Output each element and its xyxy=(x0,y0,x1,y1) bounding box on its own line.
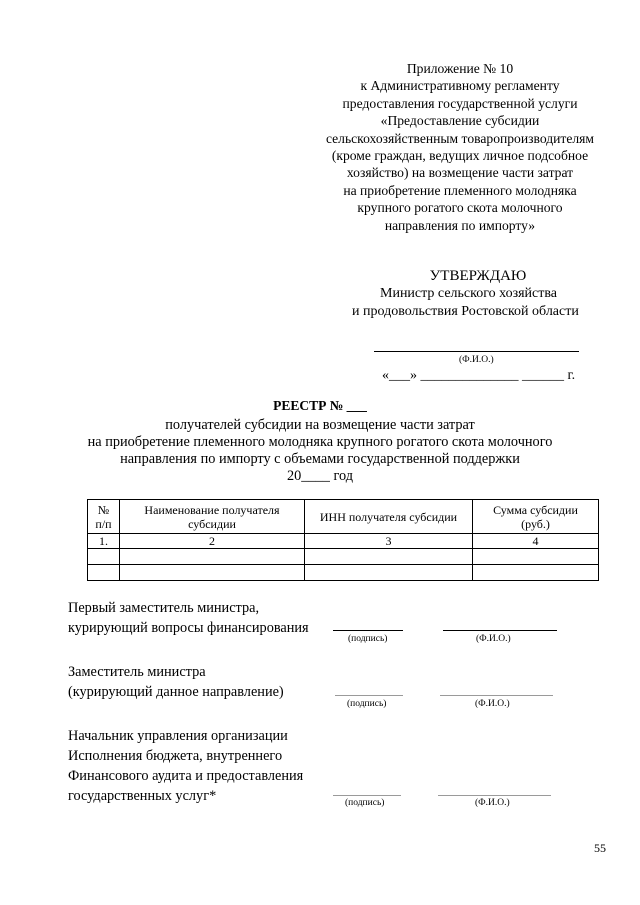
approval-title: УТВЕРЖДАЮ xyxy=(429,268,527,284)
signature-role-line: (курирующий данное направление) xyxy=(68,684,284,700)
appendix-line: направления по импорту» xyxy=(384,217,536,233)
fio-line xyxy=(440,695,553,696)
signature-block-deputy xyxy=(68,662,284,702)
signature-role-line: курирующий вопросы финансирования xyxy=(68,620,309,636)
header-inn xyxy=(305,500,473,534)
appendix-line: сельскохозяйственным товаропроизводителям xyxy=(325,130,595,146)
approval-date-line: «___» ______________ ______ г. xyxy=(382,368,576,383)
table-cell: 4 xyxy=(473,534,599,549)
registry-line4: 20____ год xyxy=(287,468,353,484)
table-cell xyxy=(305,565,473,581)
header-number-line1: № xyxy=(97,502,110,517)
appendix-line: предоставления государственной услуги xyxy=(342,95,578,111)
signature-role-line: Первый заместитель министра, xyxy=(68,600,260,616)
table-cell: 3 xyxy=(305,534,473,549)
signature-role-line: Исполнения бюджета, внутреннего xyxy=(68,748,283,764)
registry-title: РЕЕСТР № ___ xyxy=(273,398,367,413)
registry-line3: направления по импорту с объемами государственной поддержки xyxy=(120,451,520,467)
fio-caption: (Ф.И.О.) xyxy=(476,634,511,644)
appendix-line: на приобретение племенного молодняка xyxy=(343,182,577,198)
header-subsidy-amount xyxy=(473,500,599,534)
table-cell xyxy=(88,549,120,565)
signature-block-budget-head xyxy=(68,726,303,806)
signature-caption: (подпись) xyxy=(347,699,387,709)
header-number xyxy=(88,500,120,534)
table-row-numbering xyxy=(88,534,599,549)
appendix-line: «Предоставление субсидии xyxy=(380,113,540,129)
signature-role-line: Финансового аудита и предоставления xyxy=(68,768,304,784)
appendix-line: хозяйство) на возмещение части затрат xyxy=(346,165,574,181)
table-cell xyxy=(88,565,120,581)
table-cell xyxy=(120,549,305,565)
approval-fio-caption: (Ф.И.О.) xyxy=(459,355,494,365)
signature-line xyxy=(333,795,401,796)
registry-table xyxy=(87,499,599,581)
header-recipient-name xyxy=(120,500,305,534)
table-header-row xyxy=(88,500,599,534)
appendix-line: Приложение № 10 xyxy=(406,61,514,76)
fio-line xyxy=(443,630,557,631)
signature-line xyxy=(335,695,403,696)
appendix-line: крупного рогатого скота молочного xyxy=(357,200,563,216)
fio-line xyxy=(438,795,551,796)
signature-role-line: государственных услуг* xyxy=(68,788,217,804)
registry-line2: на приобретение племенного молодняка крупного рогатого скота молочного xyxy=(87,434,553,450)
signature-caption: (подпись) xyxy=(348,634,388,644)
header-amount-line1: Сумма субсидии xyxy=(493,502,578,517)
table-cell xyxy=(473,549,599,565)
table-cell xyxy=(473,565,599,581)
table-row xyxy=(88,549,599,565)
signature-caption: (подпись) xyxy=(345,798,385,808)
header-recipient-line2: субсидии xyxy=(188,516,236,531)
fio-signature-line xyxy=(374,351,579,352)
signature-role-line: Заместитель министра xyxy=(68,664,206,680)
header-recipient-line1: Наименование получателя xyxy=(144,502,280,517)
header-amount-line2: (руб.) xyxy=(521,516,550,531)
registry-line1: получателей субсидии на возмещение части затрат xyxy=(165,417,475,433)
table-cell xyxy=(305,549,473,565)
table-cell: 2 xyxy=(120,534,305,549)
table-cell: 1. xyxy=(88,534,120,549)
appendix-header xyxy=(300,60,620,234)
header-number-line2: п/п xyxy=(95,516,112,531)
fio-caption: (Ф.И.О.) xyxy=(475,699,510,709)
fio-caption: (Ф.И.О.) xyxy=(475,798,510,808)
header-inn-line1: ИНН получателя субсидии xyxy=(319,509,458,524)
approval-position-line2: и продовольствия Ростовской области xyxy=(352,304,579,319)
signature-role-line: Начальник управления организации xyxy=(68,728,288,744)
table-cell xyxy=(120,565,305,581)
appendix-line: (кроме граждан, ведущих личное подсобное xyxy=(331,148,589,164)
signature-line xyxy=(333,630,403,631)
signature-block-first-deputy xyxy=(68,598,309,638)
table-row xyxy=(88,565,599,581)
page-number: 55 xyxy=(594,841,606,855)
approval-position-line1: Министр сельского хозяйства xyxy=(380,286,557,301)
appendix-line: к Административному регламенту xyxy=(360,78,560,94)
